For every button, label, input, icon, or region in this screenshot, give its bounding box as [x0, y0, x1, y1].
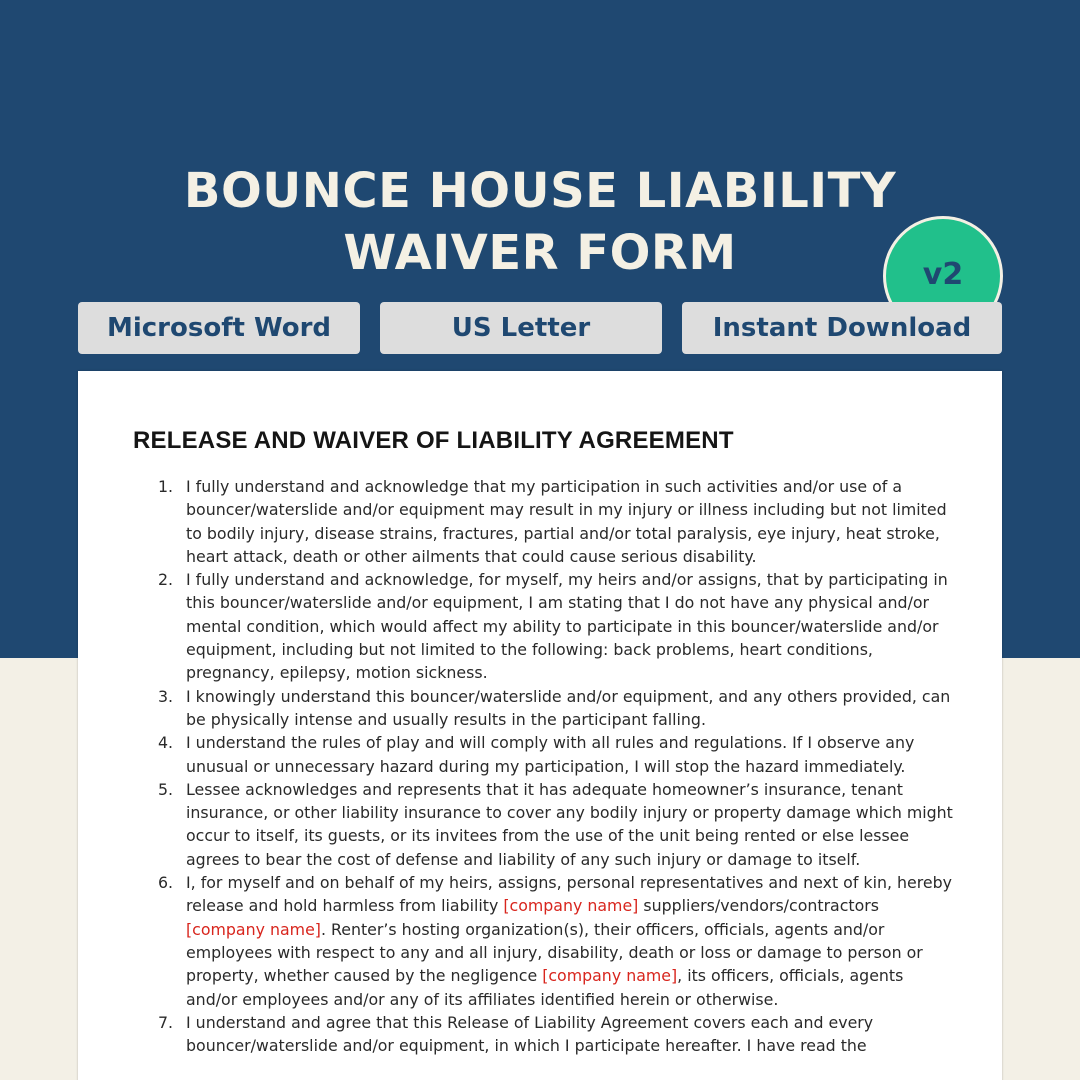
tag-microsoft-word: Microsoft Word: [78, 302, 360, 354]
version-badge: v2: [883, 216, 1003, 336]
clause-text-part: I, for myself and on behalf of my heirs, assigns, personal representatives and next of kin, hereby release and hold harmless from liability: [186, 873, 952, 916]
clause-text: I understand and agree that this Release of Liability Agreement covers each and every bouncer/waterslide and/or equipment, in which I participate hereafter. I have read the: [186, 1012, 874, 1056]
tag-instant-download: Instant Download: [682, 302, 1002, 354]
clause-5: [158, 778, 958, 871]
clause-text-part: . Renter’s hosting organization(s), their officers, officials, agents and/or employees with respect to any and all injury, disability, death or loss or damage to person or property, whether caused by the negligence: [186, 919, 923, 986]
document-heading: RELEASE AND WAIVER OF LIABILITY AGREEMENT: [133, 427, 734, 454]
clause-text-part: suppliers/vendors/contractors: [638, 896, 880, 916]
clause-number: 3.: [158, 686, 174, 706]
clause-7: [158, 1011, 958, 1058]
clause-6: [158, 871, 958, 1011]
tag-us-letter: US Letter: [380, 302, 662, 354]
company-name-placeholder: [company name]: [503, 896, 639, 916]
clause-2: [158, 568, 958, 684]
clause-number: 2.: [158, 570, 174, 590]
clause-1: [158, 475, 958, 568]
clause-text-part: , its officers, officials, agents and/or employees and/or any of its affiliates identified herein or otherwise.: [186, 966, 904, 1009]
clause-text: Lessee acknowledges and represents that it has adequate homeowner’s insurance, tenant insurance, or other liability insurance to cover any bodily injury or property damage which might occur to itself, its guests, or its invitees from the use of the unit being rented or else lessee agrees to bear the cost of defense and liability of any such injury or damage to itself.: [186, 779, 953, 869]
clause-number: 7.: [158, 1012, 174, 1032]
clause-text: I knowingly understand this bouncer/waterslide and/or equipment, and any others provided, can be physically intense and usually results in the participant falling.: [186, 686, 951, 729]
clause-4: [158, 731, 958, 778]
document-preview: [78, 371, 1002, 1080]
clause-text: I fully understand and acknowledge, for myself, my heirs and/or assigns, that by participating in this bouncer/waterslide and/or equipment, I am stating that I do not have any physical and/or mental condition, which would affect my ability to participate in this bouncer/waterslide and/or equipment, including but not limited to the following: back problems, heart conditions, pregnancy, epilepsy, motion sickness.: [186, 570, 948, 683]
clause-text: I fully understand and acknowledge that my participation in such activities and/or use of a bouncer/waterslide and/or equipment may result in my injury or illness including but not limited to bodily injury, disease strains, fractures, partial and/or total paralysis, eye injury, heat stroke, heart attack, death or other ailments that could cause serious disability.: [186, 477, 947, 566]
title-line-1: BOUNCE HOUSE LIABILITY: [183, 163, 897, 219]
clause-number: 5.: [158, 779, 174, 799]
clause-3: [158, 685, 958, 732]
clause-list: [158, 475, 958, 1057]
title-line-2: WAIVER FORM: [343, 225, 737, 281]
company-name-placeholder: [company name]: [186, 919, 321, 939]
clause-number: 1.: [158, 477, 174, 496]
clause-text: I understand the rules of play and will comply with all rules and regulations. If I observe any unusual or unnecessary hazard during my participation, I will stop the hazard immediately.: [186, 733, 915, 776]
clause-number: 4.: [158, 733, 174, 753]
company-name-placeholder: [company name]: [542, 966, 678, 986]
clause-number: 6.: [158, 873, 174, 893]
